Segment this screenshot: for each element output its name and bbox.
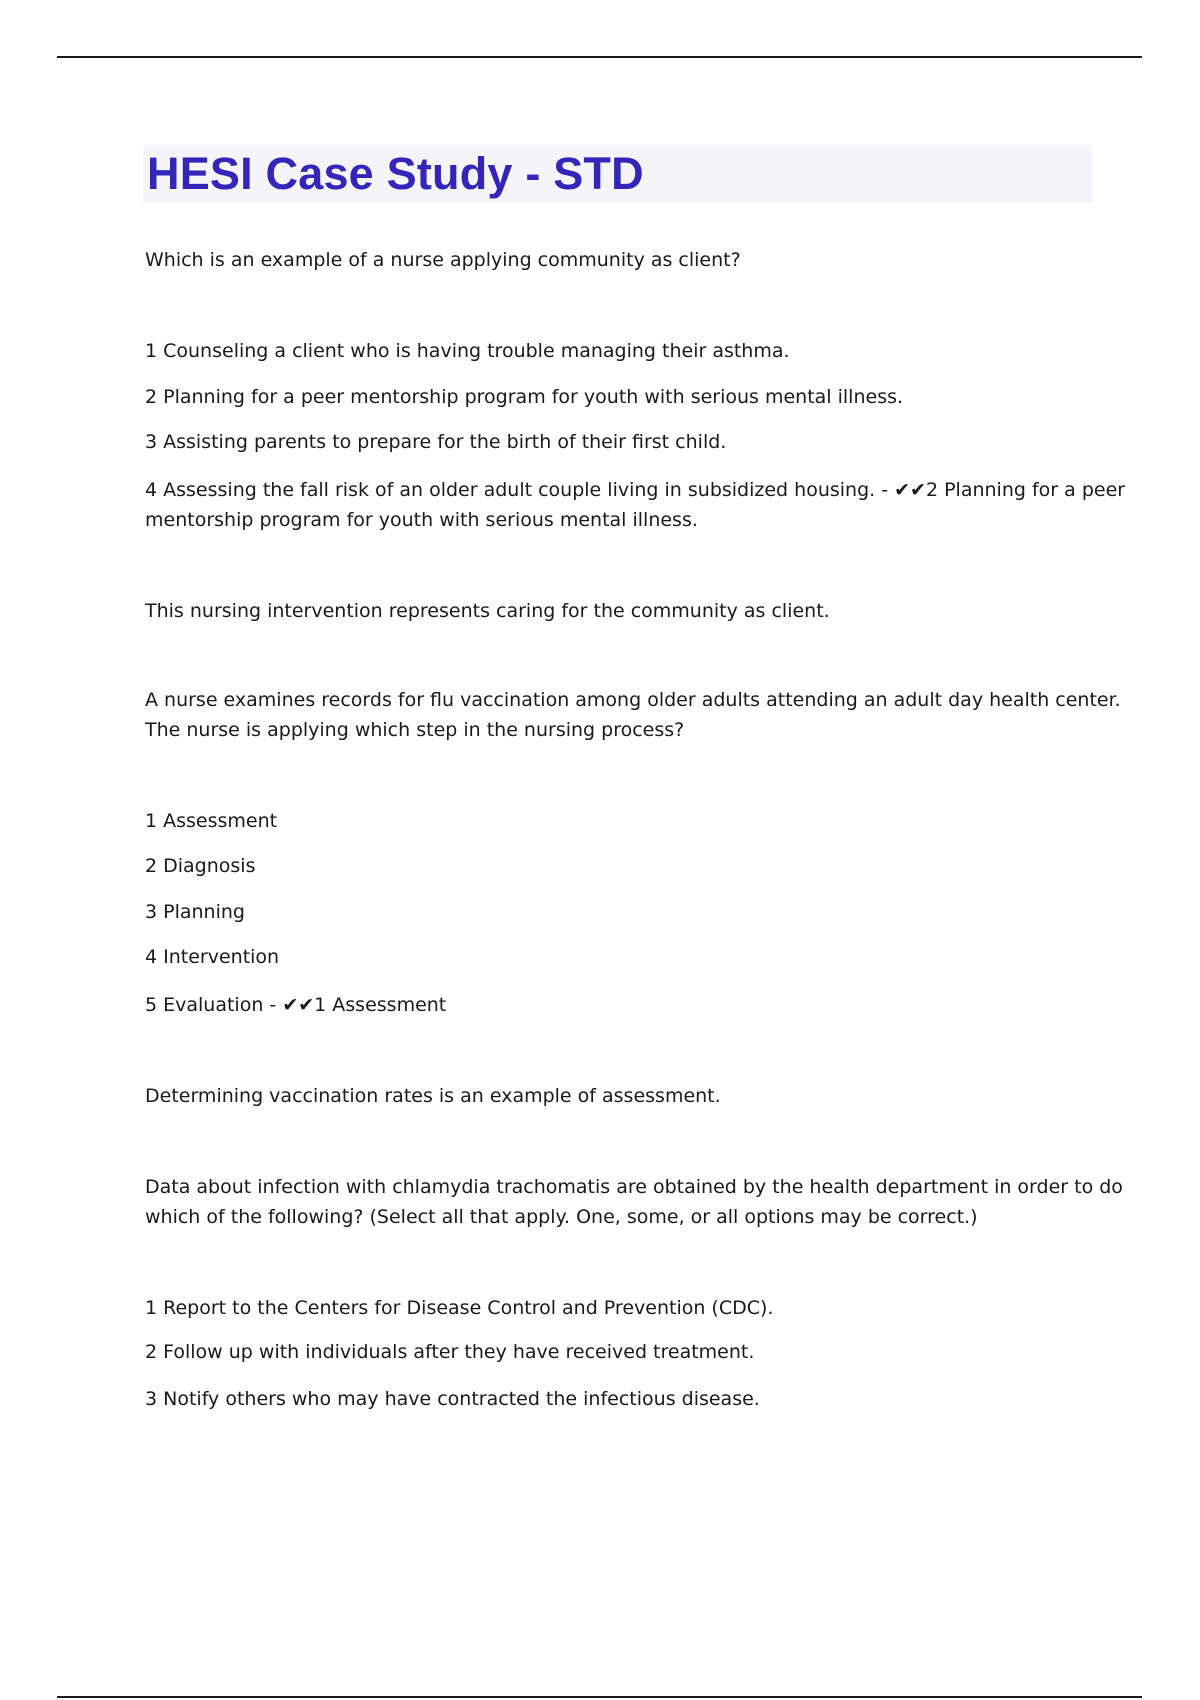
question-2-rationale: Determining vaccination rates is an example of assessment. (145, 1085, 721, 1107)
question-3-option-2: 2 Follow up with individuals after they have received treatment. (145, 1341, 755, 1363)
question-2-option-2: 2 Diagnosis (145, 855, 256, 877)
question-2-option-1: 1 Assessment (145, 810, 278, 832)
question-1-option-3: 3 Assisting parents to prepare for the birth of their first child. (145, 431, 727, 453)
question-1-option-1: 1 Counseling a client who is having trouble managing their asthma. (145, 340, 790, 362)
question-1-rationale: This nursing intervention represents caring for the community as client. (145, 600, 830, 622)
question-3-text-continued: which of the following? (Select all that apply. One, some, or all options may be correct.) (145, 1206, 978, 1228)
question-2-option-3: 3 Planning (145, 901, 245, 923)
question-2-option-5-answer: 5 Evaluation - ✔✔1 Assessment (145, 994, 447, 1016)
question-2-text: A nurse examines records for flu vaccination among older adults attending an adult day health center. (145, 689, 1121, 711)
question-1-option-2: 2 Planning for a peer mentorship program for youth with serious mental illness. (145, 386, 904, 408)
question-1-option-4-answer: 4 Assessing the fall risk of an older adult couple living in subsidized housing. - ✔✔2 Planning for a peer (145, 479, 1126, 501)
question-3-text: Data about infection with chlamydia trachomatis are obtained by the health department in order to do (145, 1176, 1123, 1198)
document-title: HESI Case Study - STD (147, 148, 644, 199)
question-2-text-continued: The nurse is applying which step in the nursing process? (145, 719, 685, 741)
header-rule (57, 56, 1142, 58)
question-3-option-1: 1 Report to the Centers for Disease Control and Prevention (CDC). (145, 1297, 774, 1319)
question-1-text: Which is an example of a nurse applying community as client? (145, 249, 741, 271)
question-2-option-4: 4 Intervention (145, 946, 280, 968)
question-1-answer-continued: mentorship program for youth with serious mental illness. (145, 509, 698, 531)
question-3-option-3: 3 Notify others who may have contracted the infectious disease. (145, 1388, 760, 1410)
footer-rule (57, 1696, 1142, 1698)
